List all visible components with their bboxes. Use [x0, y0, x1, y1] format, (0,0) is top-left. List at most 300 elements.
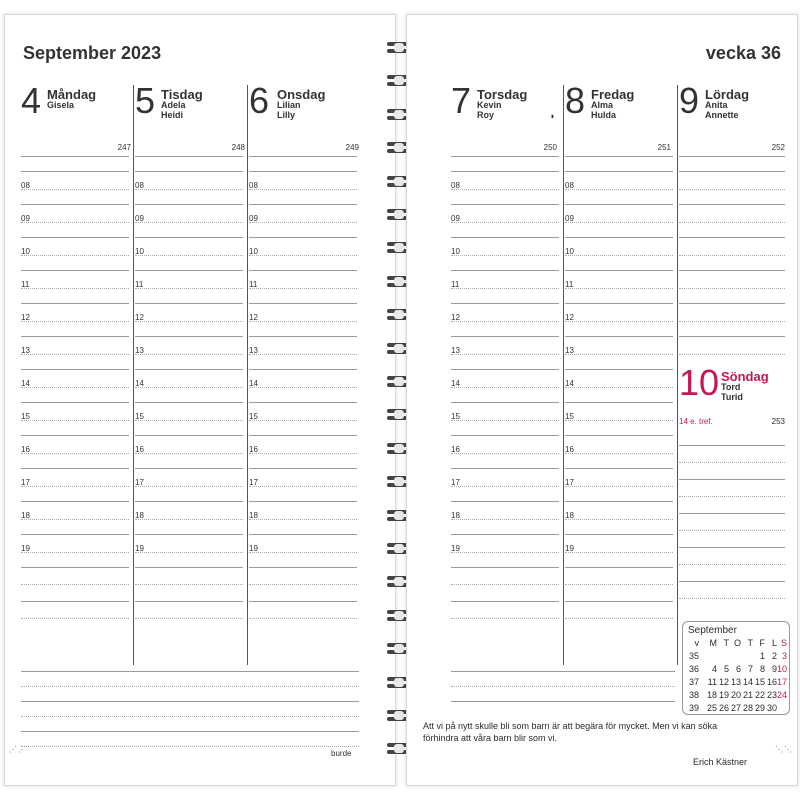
rule-line — [249, 468, 357, 469]
left-page — [4, 14, 396, 786]
dotted-line — [565, 222, 673, 223]
name-day: Lilian — [277, 100, 301, 110]
name-day: Annette — [705, 110, 739, 120]
dotted-line — [451, 288, 559, 289]
quote-author: Erich Kästner — [693, 757, 748, 767]
dotted-line — [679, 354, 785, 355]
mini-calendar-day: 21 — [742, 690, 753, 700]
rule-line — [679, 496, 785, 497]
day-of-year: 251 — [657, 143, 671, 152]
rule-line — [565, 156, 673, 157]
hour-label: 19 — [21, 544, 30, 553]
dotted-line — [565, 486, 673, 487]
rule-line — [679, 237, 785, 238]
name-day: Hulda — [591, 110, 617, 120]
rule-line — [565, 468, 673, 469]
day-number: 4 — [21, 80, 42, 121]
rule-line — [21, 501, 129, 502]
rule-line — [21, 534, 129, 535]
rule-line — [451, 468, 559, 469]
dotted-line — [451, 486, 559, 487]
rule-line — [679, 479, 785, 480]
hour-label: 17 — [249, 478, 258, 487]
sunday-note: 14 e. tref. — [679, 417, 713, 426]
notes-line — [451, 701, 675, 702]
hour-label: 13 — [135, 346, 144, 355]
hour-label: 10 — [565, 247, 574, 256]
rule-line — [679, 462, 785, 463]
rule-line — [679, 598, 785, 599]
week-number: v — [694, 638, 699, 648]
rule-line — [565, 618, 673, 619]
dotted-line — [21, 552, 129, 553]
day-of-year: 253 — [771, 417, 785, 426]
day-name: Fredag — [591, 87, 635, 102]
rule-line — [679, 270, 785, 271]
rule-line — [679, 530, 785, 531]
mini-calendar-day: 24 — [776, 690, 787, 700]
dotted-line — [679, 321, 785, 322]
dotted-line — [249, 189, 357, 190]
perforation-corner: ⋱⋱ — [775, 745, 793, 754]
rule-line — [451, 584, 559, 585]
hour-label: 16 — [451, 445, 460, 454]
hour-label: 17 — [451, 478, 460, 487]
dotted-line — [249, 486, 357, 487]
mini-calendar-day: 8 — [759, 664, 765, 674]
hour-label: 17 — [135, 478, 144, 487]
hour-label: 19 — [565, 544, 574, 553]
hour-label: 18 — [451, 511, 460, 520]
hour-label: 08 — [135, 181, 144, 190]
rule-line — [565, 567, 673, 568]
notes-line — [21, 671, 359, 672]
hour-label: 11 — [565, 280, 574, 289]
day-number: 8 — [565, 80, 586, 121]
column-divider — [563, 85, 564, 665]
hour-label: 19 — [249, 544, 258, 553]
rule-line — [21, 567, 129, 568]
rule-line — [249, 369, 357, 370]
mini-calendar-day: 2 — [771, 651, 777, 661]
name-day: Tord — [721, 382, 741, 392]
day-column-sunday — [679, 363, 785, 443]
rule-line — [135, 402, 243, 403]
dotted-line — [565, 453, 673, 454]
mini-calendar-day: 17 — [776, 677, 787, 687]
mini-calendar-day: 10 — [776, 664, 787, 674]
dotted-line — [135, 189, 243, 190]
hour-label: 08 — [249, 181, 258, 190]
name-days — [705, 100, 739, 120]
dotted-line — [451, 321, 559, 322]
rule-line — [21, 303, 129, 304]
mini-calendar-day: F — [759, 638, 765, 648]
rule-line — [565, 303, 673, 304]
dotted-line — [21, 189, 129, 190]
mini-calendar-day: O — [733, 638, 741, 648]
rule-line — [451, 567, 559, 568]
rule-line — [451, 303, 559, 304]
rule-line — [249, 534, 357, 535]
hour-label: 11 — [135, 280, 144, 289]
dotted-line — [565, 321, 673, 322]
dotted-line — [249, 420, 357, 421]
rule-line — [451, 369, 559, 370]
mini-calendar — [682, 621, 790, 715]
day-of-year: 249 — [345, 143, 359, 152]
rule-line — [135, 567, 243, 568]
mini-calendar-title: September — [688, 625, 737, 636]
notes-line — [21, 731, 359, 732]
rule-line — [565, 402, 673, 403]
mini-calendar-week — [687, 690, 787, 701]
rule-line — [451, 171, 559, 172]
rule-line — [249, 618, 357, 619]
mini-calendar-day: 16 — [766, 677, 777, 687]
mini-calendar-day: 13 — [730, 677, 741, 687]
dotted-line — [21, 420, 129, 421]
hour-label: 15 — [249, 412, 258, 421]
rule-line — [565, 336, 673, 337]
week-number: 38 — [688, 690, 699, 700]
hour-label: 13 — [249, 346, 258, 355]
rule-line — [21, 237, 129, 238]
rule-line — [21, 435, 129, 436]
dotted-line — [21, 255, 129, 256]
dotted-line — [21, 354, 129, 355]
hour-label: 17 — [21, 478, 30, 487]
rule-line — [679, 303, 785, 304]
mini-calendar-day: 19 — [718, 690, 729, 700]
mini-calendar-day: 15 — [754, 677, 765, 687]
dotted-line — [451, 354, 559, 355]
rule-line — [135, 204, 243, 205]
rule-line — [679, 445, 785, 446]
rule-line — [135, 601, 243, 602]
brand-logo: burde — [331, 749, 352, 758]
dotted-line — [451, 222, 559, 223]
rule-line — [21, 468, 129, 469]
day-number: 7 — [451, 80, 472, 121]
name-days — [161, 100, 186, 120]
dotted-line — [21, 288, 129, 289]
dotted-line — [135, 321, 243, 322]
day-number: 6 — [249, 80, 270, 121]
dotted-line — [135, 387, 243, 388]
rule-line — [565, 270, 673, 271]
hour-label: 16 — [565, 445, 574, 454]
rule-line — [135, 270, 243, 271]
rule-line — [249, 567, 357, 568]
name-days — [277, 100, 301, 120]
rule-line — [21, 156, 129, 157]
dotted-line — [249, 321, 357, 322]
rule-line — [451, 204, 559, 205]
dotted-line — [135, 453, 243, 454]
dotted-line — [565, 189, 673, 190]
day-of-year: 247 — [117, 143, 131, 152]
day-column-tuesday — [135, 81, 245, 671]
rule-line — [135, 618, 243, 619]
hour-label: 18 — [565, 511, 574, 520]
week-title: vecka 36 — [705, 43, 781, 63]
mini-calendar-day: 29 — [754, 703, 765, 713]
rule-line — [565, 204, 673, 205]
rule-line — [249, 270, 357, 271]
hour-label: 16 — [21, 445, 30, 454]
hour-label: 15 — [451, 412, 460, 421]
rule-line — [135, 303, 243, 304]
dotted-line — [565, 255, 673, 256]
hour-label: 18 — [249, 511, 258, 520]
rule-line — [451, 618, 559, 619]
rule-line — [565, 171, 673, 172]
rule-line — [249, 601, 357, 602]
dotted-line — [21, 453, 129, 454]
hour-label: 12 — [249, 313, 258, 322]
hour-label: 18 — [21, 511, 30, 520]
day-of-year: 250 — [543, 143, 557, 152]
rule-line — [135, 435, 243, 436]
dotted-line — [249, 222, 357, 223]
moon-phase-icon: ◑ — [549, 111, 555, 121]
rule-line — [565, 435, 673, 436]
rule-line — [21, 336, 129, 337]
rule-line — [565, 601, 673, 602]
day-name: Onsdag — [277, 87, 326, 102]
rule-line — [249, 501, 357, 502]
name-day: Alma — [591, 100, 614, 110]
day-name: Torsdag — [477, 87, 528, 102]
rule-line — [451, 156, 559, 157]
week-number: 37 — [688, 677, 699, 687]
dotted-line — [451, 387, 559, 388]
rule-line — [679, 156, 785, 157]
name-day: Gisela — [47, 100, 75, 110]
mini-calendar-day: 7 — [747, 664, 753, 674]
rule-line — [249, 584, 357, 585]
rule-line — [21, 171, 129, 172]
name-day: Lilly — [277, 110, 296, 120]
hour-label: 12 — [565, 313, 574, 322]
hour-label: 08 — [21, 181, 30, 190]
column-divider — [133, 85, 134, 665]
rule-line — [565, 534, 673, 535]
rule-line — [21, 204, 129, 205]
name-days — [721, 382, 743, 402]
dotted-line — [679, 189, 785, 190]
dotted-line — [679, 288, 785, 289]
day-number: 5 — [135, 80, 156, 121]
hour-label: 13 — [451, 346, 460, 355]
rule-line — [249, 336, 357, 337]
rule-line — [21, 369, 129, 370]
hour-label: 11 — [451, 280, 460, 289]
rule-line — [249, 171, 357, 172]
rule-line — [451, 534, 559, 535]
right-page — [406, 14, 798, 786]
rule-line — [565, 584, 673, 585]
dotted-line — [21, 486, 129, 487]
mini-calendar-day: L — [771, 638, 777, 648]
notes-line — [21, 686, 359, 687]
hour-label: 16 — [249, 445, 258, 454]
mini-calendar-day: 18 — [706, 690, 717, 700]
mini-calendar-day: T — [723, 638, 729, 648]
mini-calendar-day: 26 — [718, 703, 729, 713]
perforation-corner: ⋰⋰ — [9, 745, 27, 754]
hour-label: 09 — [135, 214, 144, 223]
mini-calendar-day: 30 — [766, 703, 777, 713]
rule-line — [565, 237, 673, 238]
day-name: Tisdag — [161, 87, 203, 102]
rule-line — [249, 204, 357, 205]
rule-line — [679, 513, 785, 514]
dotted-line — [21, 321, 129, 322]
hour-label: 12 — [21, 313, 30, 322]
mini-calendar-day: 9 — [771, 664, 777, 674]
hour-label: 16 — [135, 445, 144, 454]
name-day: Adela — [161, 100, 186, 110]
rule-line — [679, 547, 785, 548]
day-name: Lördag — [705, 87, 750, 102]
hour-label: 13 — [565, 346, 574, 355]
notes-line — [21, 746, 359, 747]
mini-calendar-week — [687, 651, 787, 662]
hour-label: 14 — [21, 379, 30, 388]
dotted-line — [565, 420, 673, 421]
dotted-line — [451, 552, 559, 553]
day-column-wednesday — [249, 81, 359, 671]
dotted-line — [565, 519, 673, 520]
day-name: Söndag — [721, 369, 769, 384]
rule-line — [21, 584, 129, 585]
mini-calendar-day: 1 — [759, 651, 765, 661]
day-number: 9 — [679, 80, 700, 121]
dotted-line — [21, 222, 129, 223]
hour-label: 10 — [135, 247, 144, 256]
rule-line — [451, 601, 559, 602]
hour-label: 19 — [451, 544, 460, 553]
hour-label: 09 — [565, 214, 574, 223]
rule-line — [565, 369, 673, 370]
mini-calendar-day: 25 — [706, 703, 717, 713]
rule-line — [679, 204, 785, 205]
week-number: 36 — [688, 664, 699, 674]
dotted-line — [135, 288, 243, 289]
mini-calendar-day: M — [709, 638, 717, 648]
rule-line — [135, 584, 243, 585]
hour-label: 15 — [21, 412, 30, 421]
mini-calendar-week — [687, 664, 787, 675]
dotted-line — [135, 222, 243, 223]
hour-label: 11 — [21, 280, 30, 289]
quote-text: Att vi på nytt skulle bli som barn är att begära för mycket. Men vi kan söka förhindra att våra barn blir som vi. — [423, 721, 718, 743]
name-days — [591, 100, 616, 120]
dotted-line — [249, 387, 357, 388]
dotted-line — [679, 222, 785, 223]
notes-line — [21, 716, 359, 717]
day-column-thursday — [451, 81, 561, 671]
dotted-line — [451, 255, 559, 256]
hour-label: 10 — [249, 247, 258, 256]
rule-line — [135, 156, 243, 157]
hour-label: 08 — [565, 181, 574, 190]
dotted-line — [679, 255, 785, 256]
hour-label: 12 — [451, 313, 460, 322]
rule-line — [135, 501, 243, 502]
hour-label: 11 — [249, 280, 258, 289]
mini-calendar-day: 3 — [781, 651, 787, 661]
rule-line — [249, 237, 357, 238]
dotted-line — [451, 519, 559, 520]
name-days — [477, 100, 502, 120]
dotted-line — [565, 552, 673, 553]
hour-label: 09 — [21, 214, 30, 223]
name-day: Heidi — [161, 110, 184, 120]
name-days — [47, 100, 74, 110]
mini-calendar-day: 12 — [718, 677, 729, 687]
rule-line — [135, 534, 243, 535]
name-day: Turid — [721, 392, 743, 402]
mini-calendar-header — [687, 638, 787, 649]
hour-label: 17 — [565, 478, 574, 487]
week-number: 35 — [688, 651, 699, 661]
rule-line — [679, 171, 785, 172]
dotted-line — [565, 354, 673, 355]
rule-line — [135, 468, 243, 469]
dotted-line — [135, 255, 243, 256]
hour-label: 08 — [451, 181, 460, 190]
hour-label: 14 — [451, 379, 460, 388]
dotted-line — [565, 288, 673, 289]
dotted-line — [135, 552, 243, 553]
dotted-line — [451, 189, 559, 190]
mini-calendar-day: 4 — [711, 664, 717, 674]
rule-line — [21, 618, 129, 619]
mini-calendar-week — [687, 677, 787, 688]
hour-label: 12 — [135, 313, 144, 322]
notes-line — [21, 701, 359, 702]
rule-line — [135, 336, 243, 337]
dotted-line — [249, 552, 357, 553]
dotted-line — [249, 354, 357, 355]
dotted-line — [135, 420, 243, 421]
month-year-title: September 2023 — [23, 43, 162, 63]
hour-label: 14 — [249, 379, 258, 388]
mini-calendar-day: 20 — [730, 690, 741, 700]
rule-line — [135, 171, 243, 172]
rule-line — [451, 336, 559, 337]
dotted-line — [135, 354, 243, 355]
notes-line — [451, 686, 675, 687]
hour-label: 09 — [249, 214, 258, 223]
rule-line — [451, 435, 559, 436]
day-of-year: 248 — [231, 143, 245, 152]
mini-calendar-day: 27 — [730, 703, 741, 713]
mini-calendar-day: 6 — [735, 664, 741, 674]
rule-line — [135, 237, 243, 238]
notes-line — [451, 671, 675, 672]
hour-label: 15 — [565, 412, 574, 421]
rule-line — [565, 501, 673, 502]
column-divider — [677, 85, 678, 665]
hour-label: 10 — [21, 247, 30, 256]
hour-label: 10 — [451, 247, 460, 256]
rule-line — [21, 601, 129, 602]
mini-calendar-day: 5 — [723, 664, 729, 674]
